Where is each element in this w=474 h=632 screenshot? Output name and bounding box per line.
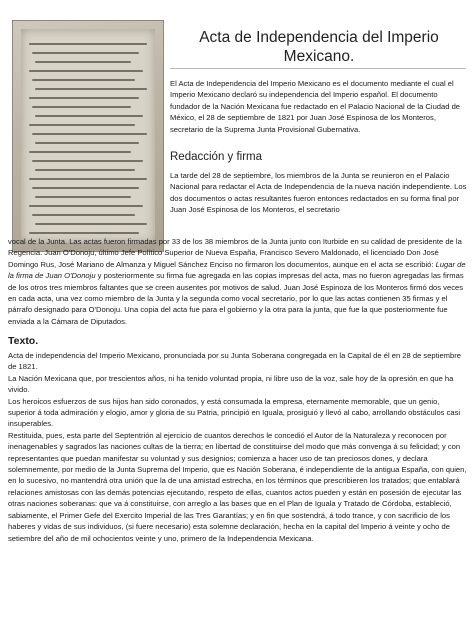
photo-handwriting-line <box>29 70 143 72</box>
photo-handwriting-line <box>29 97 139 99</box>
redaccion-text-body <box>8 236 468 327</box>
acta-document-photo <box>12 20 164 252</box>
page-title: Acta de Independencia del Imperio Mexicano. <box>199 29 439 65</box>
redaccion-text-top: La tarde del 28 de septiembre, los miembros de la Junta se reunieron en el Palacio Nacional para redactar el Acta de Independencia de la nueva nación independiente. Los dos documentos o actas resultantes fueron entonces redactados en su forma final por Juan José Espinosa de los Monteros, el secretario <box>170 171 467 215</box>
texto-section <box>8 350 468 544</box>
intro-text: El Acta de Independencia del Imperio Mexicano es el documento mediante el cual el Imperio Mexicano declaró su independencia del Imperio español. El documento fundador de la Nación Mexicana fue redactado en el Palacio Nacional de la Ciudad de México, el 28 de septiembre de 1821 por Juan José Espinosa de los Monteros, secretario de la Suprema Junta Provisional Gubernativa. <box>170 79 461 134</box>
photo-handwriting-line <box>32 214 135 216</box>
photo-handwriting-line <box>35 169 135 171</box>
photo-handwriting-line <box>32 52 139 54</box>
photo-handwriting-line <box>29 43 147 45</box>
title-divider <box>170 68 466 69</box>
redaccion-text-after: y posteriormente su firma fue agregada en las copias impresas del acta, mas no fueron agregadas las firmas de los otros tres miembros faltantes que se creen ausentes por motivos de salud. Juan José Espinoza de los Monteros firmó dos veces en cada acta, una vez como miembro de la Junta y la segunda como vocal secretario, por lo que las actas contienen 35 firmas y el párrafo designado para O'Donoju. Una copia del acta fue para el gobierno y la otra para la junta, que fue la que posteriormente fue enviada a la Cámara de Diputados. <box>8 271 464 326</box>
texto-paragraph-4: Restituida, pues, esta parte del Septentrión al ejercicio de cuantos derechos le concedió el Autor de la Naturaleza y reconocen por inenagenables y sagrados las naciones cultas de la tierra; en libertad de constituirse del modo que más convenga á su felicidad; y con representantes que puedan manifestar su voluntad y sus designios; comienza a hacer uso de tan preciosos dones, y declara solemnemente, por medio de la Junta Suprema del Imperio, que es Nación Soberana, é independiente de la antigua España, con quien, en lo sucesivo, no mantendrá otra unión que la de una amistad estrecha, en los términos que prescribieren los tratados; que entablará relaciones amistosas con las demás potencias ejecutando, respeto de ellas, cuantos actos pueden y están en posesión de ejecutar las otras naciones soberanas: que va á constituirse, con arreglo a las bases que en el Plan de Iguala y Tratado de Córdoba, estableció, sabiamente, el Primer Gefe del Exercito Imperial de las Tres Garantías; y en fin que sostendrá, á todo trance, y con sacrificio de los haberes y vidas de sus individuos, (si fuere necesario) esta solemne declaración, hecha en la capital del Imperio á veinte y ocho de setiembre del año de mil ochocientos veinte y uno, primero de la Independencia Mexicana. <box>8 430 467 543</box>
redaccion-paragraph-top <box>170 170 468 216</box>
photo-handwriting-line <box>35 196 131 198</box>
texto-paragraph-2: La Nación Mexicana que, por trescientos años, ni ha tenido voluntad propia, ni libre uso de la voz, sale hoy de la opresión en que ha vivido. <box>8 373 454 395</box>
photo-paper-sheet <box>21 29 155 243</box>
photo-handwriting-line <box>32 79 135 81</box>
redaccion-italic-quote: Lugar de la firma de Juan O'Donoju <box>8 259 466 281</box>
redaccion-text-before: vocal de la Junta. Las actas fueron firmadas por 33 de los 38 miembros de la Junta junto con Iturbide en su calidad de presidente de la Regencia. Juan O'Donoju, último Jefe Político Superior de Nueva España, Francisco Severo Maldonado, el licenciado Don José Domingo Rus, José Mariano de Almanza y Miguel Sánchez Enciso no firmaron los documentos, aunque en el acta se escribió: <box>8 237 462 269</box>
photo-handwriting-line <box>32 106 131 108</box>
texto-paragraph-1: Acta de independencia del Imperio Mexicano, pronunciada por su Junta Soberana congregada en la Capital de él en 28 de septiembre de 1821. <box>8 351 461 372</box>
photo-handwriting-line <box>32 160 143 162</box>
photo-handwriting-line <box>35 223 147 225</box>
photo-handwriting-line <box>29 124 135 126</box>
texto-paragraph-3: Los heroicos esfuerzos de sus hijos han sido coronados, y está consumada la empresa, eternamente memorable, que un genio, superior á toda admiración y elogio, amor y gloria de su Patria, principió en Iguala, prosiguió y llevó al cabo, arrollando obstáculos casi insuperables. <box>8 396 461 429</box>
photo-handwriting-line <box>35 115 143 117</box>
section-heading-redaccion: Redacción y firma <box>170 151 263 163</box>
photo-handwriting-line <box>32 187 139 189</box>
intro-paragraph <box>170 78 468 135</box>
photo-handwriting-line <box>32 133 147 135</box>
photo-handwriting-line <box>35 142 139 144</box>
photo-handwriting-line <box>29 205 143 207</box>
photo-handwriting-line <box>35 88 147 90</box>
photo-handwriting-line <box>35 61 131 63</box>
photo-handwriting-line <box>29 151 131 153</box>
photo-handwriting-line <box>29 232 139 234</box>
section-heading-texto: Texto. <box>8 335 39 347</box>
redaccion-paragraph-body <box>8 236 468 327</box>
photo-handwriting-line <box>29 178 147 180</box>
